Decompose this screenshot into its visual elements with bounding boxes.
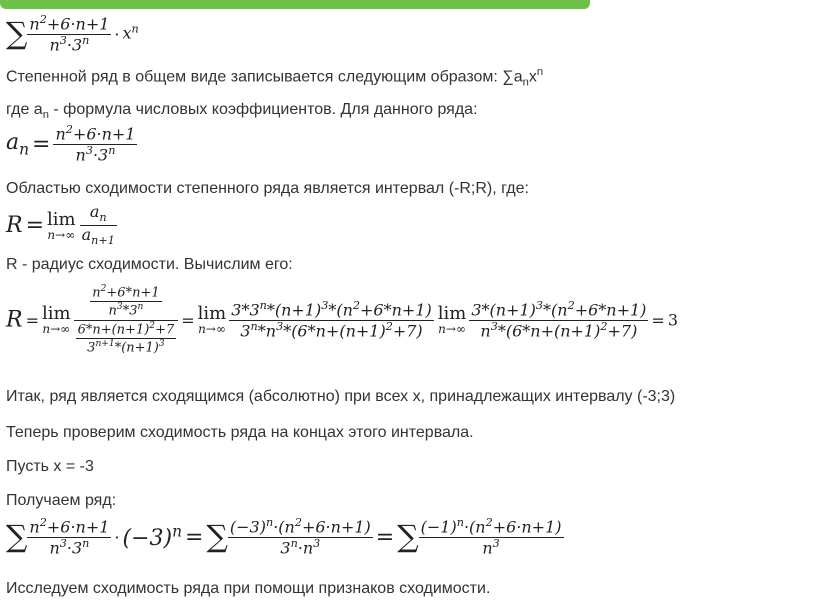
- text-conclusion: Итак, ряд является сходящимся (абсолютно) при всех x, принадлежащих интервалу (-3;3): [6, 388, 676, 405]
- text-general-form: Степенной ряд в общем виде записывается следующим образом: $\sum a_nx^n$: [6, 66, 544, 89]
- text-convergence-interval: Областью сходимости степенного ряда является интервал (-R;R), где:: [6, 180, 529, 197]
- text-obtain-series: Получаем ряд:: [6, 492, 117, 509]
- top-accent-bar: [0, 0, 590, 9]
- text-radius: R - радиус сходимости. Вычислим его:: [6, 256, 293, 273]
- text-let-x: Пусть x = -3: [6, 458, 94, 475]
- radius-definition-formula: R = lim n→∞ $\frac{a_n}{a_{n+1}}$: [6, 202, 115, 248]
- text-check-endpoints: Теперь проверим сходимость ряда на концах этого интервала.: [6, 424, 474, 441]
- series-formula: ∑ $\frac{n^2+6\cdot n+1}{n^3\cdot 3^n}$ · $x^n$: [6, 13, 139, 55]
- endpoint-series-formula: ∑ $\frac{n^2+6\cdot n+1}{n^3\cdot 3^n}$ · $(-3)^n$ = ∑ $\frac{(-3)^n\cdot(n^2+6\cdot n+1)}{3^n\cdot n^3}$ = ∑ $\frac{(-1)^n\cdot(n^2+6\cdot n+1)}{n^3}$: [6, 516, 562, 558]
- text-coefficient: где $a_n$ - формула числовых коэффициентов. Для данного ряда:: [6, 101, 478, 122]
- radius-calculation-formula: R = lim n→∞ $\frac{\frac{n^2+6*n+1}{n^3*3^n}}{\frac{6*n+(n+1)^2+7}{3^{n+1}*(n+1)^3}}$ = lim n→∞ $\frac{3*3^n*(n+1)^3*(n^2+6*n+1)}{3^n*n^3*(6*n+(n+1)^2+7)}$ lim n→∞ $\frac{3*(n+1)^3*(n^2+6*n+1)}{n^3*(6*n+(n+1)^2+7)}$ = 3: [6, 284, 678, 356]
- coefficient-formula: $a_n$ = $\frac{n^2+6\cdot n+1}{n^3\cdot 3^n}$: [6, 123, 136, 165]
- text-investigate: Исследуем сходимость ряда при помощи признаков сходимости.: [6, 580, 491, 597]
